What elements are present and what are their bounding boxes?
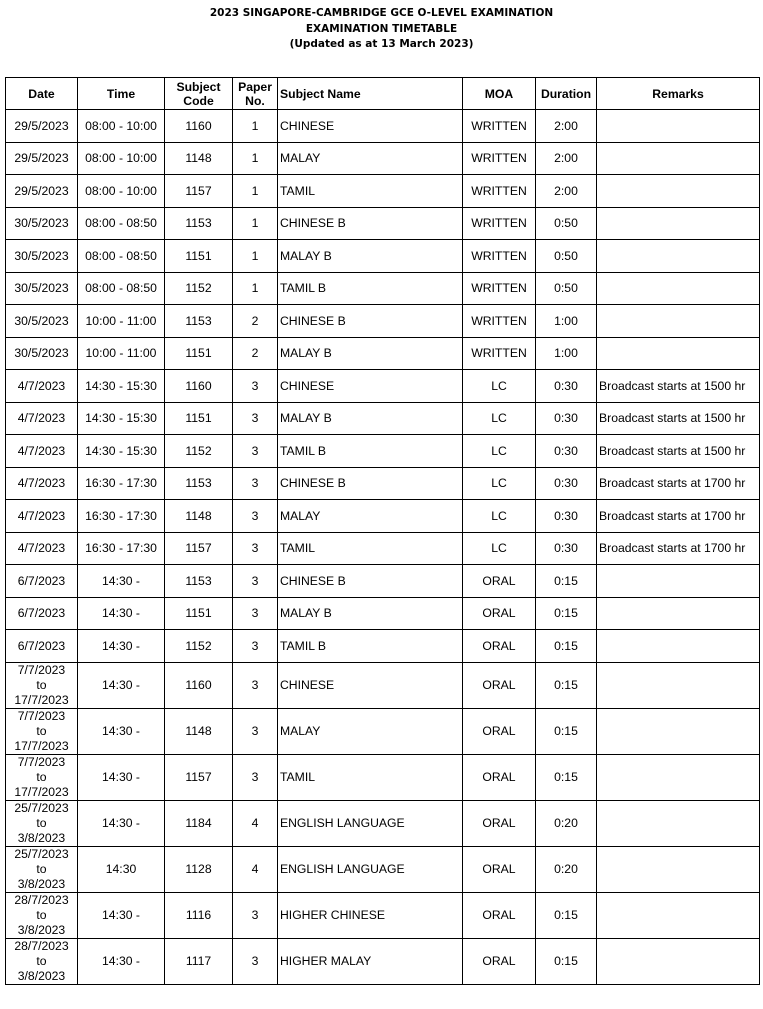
paper-no-line1: Paper — [238, 79, 272, 94]
paper-no-cell: 4 — [233, 846, 278, 892]
date-from: 28/7/2023 — [14, 938, 69, 953]
duration-cell: 0:15 — [536, 754, 597, 800]
date-cell: 4/7/2023 — [6, 467, 78, 500]
subject-name-cell: CHINESE B — [278, 467, 463, 500]
remarks-cell: Broadcast starts at 1700 hr — [597, 467, 760, 500]
subject-code-cell: 1151 — [165, 240, 233, 273]
paper-no-cell: 1 — [233, 175, 278, 208]
moa-cell: ORAL — [463, 800, 536, 846]
subject-name-cell: MALAY B — [278, 597, 463, 630]
moa-cell: LC — [463, 402, 536, 435]
date-to: 17/7/2023 — [14, 692, 69, 707]
date-from: 7/7/2023 — [17, 708, 66, 723]
duration-cell: 2:00 — [536, 175, 597, 208]
table-row — [6, 565, 760, 598]
remarks-cell — [597, 938, 760, 984]
subject-name-cell: TAMIL B — [278, 272, 463, 305]
time-cell: 14:30 - 15:30 — [78, 370, 165, 403]
time-cell: 16:30 - 17:30 — [78, 532, 165, 565]
remarks-cell — [597, 708, 760, 754]
duration-cell: 0:15 — [536, 662, 597, 708]
date-to-word: to — [36, 953, 47, 968]
duration-cell: 0:15 — [536, 938, 597, 984]
table-row — [6, 370, 760, 403]
date-cell: 4/7/2023 — [6, 402, 78, 435]
date-to: 17/7/2023 — [14, 784, 69, 799]
remarks-cell — [597, 272, 760, 305]
paper-no-cell: 2 — [233, 305, 278, 338]
moa-cell: WRITTEN — [463, 175, 536, 208]
table-row — [6, 800, 760, 846]
duration-cell: 0:15 — [536, 630, 597, 663]
date-from: 28/7/2023 — [14, 892, 69, 907]
paper-no-cell: 3 — [233, 435, 278, 468]
paper-no-cell: 3 — [233, 662, 278, 708]
date-to: 17/7/2023 — [14, 738, 69, 753]
paper-no-cell: 3 — [233, 370, 278, 403]
header-row — [6, 78, 760, 110]
duration-cell: 0:30 — [536, 370, 597, 403]
date-cell: 29/5/2023 — [6, 175, 78, 208]
time-cell: 14:30 — [78, 846, 165, 892]
col-paper-no-header — [233, 78, 278, 110]
table-row — [6, 175, 760, 208]
paper-no-cell: 3 — [233, 892, 278, 938]
paper-no-cell: 3 — [233, 630, 278, 663]
remarks-cell — [597, 846, 760, 892]
time-cell: 14:30 - 15:30 — [78, 402, 165, 435]
moa-cell: WRITTEN — [463, 272, 536, 305]
moa-cell: LC — [463, 532, 536, 565]
moa-cell: ORAL — [463, 630, 536, 663]
duration-cell: 0:50 — [536, 240, 597, 273]
remarks-cell — [597, 892, 760, 938]
date-to-word: to — [36, 907, 47, 922]
paper-no-cell: 3 — [233, 938, 278, 984]
moa-cell: WRITTEN — [463, 337, 536, 370]
remarks-cell: Broadcast starts at 1700 hr — [597, 500, 760, 533]
duration-cell: 1:00 — [536, 337, 597, 370]
updated-note: (Updated as at 13 March 2023) — [289, 38, 474, 50]
remarks-cell: Broadcast starts at 1700 hr — [597, 532, 760, 565]
remarks-cell — [597, 800, 760, 846]
moa-cell: ORAL — [463, 846, 536, 892]
timetable-table — [5, 77, 760, 985]
subject-code-cell: 1128 — [165, 846, 233, 892]
paper-no-line2: No. — [245, 93, 265, 108]
subject-name-cell: ENGLISH LANGUAGE — [278, 800, 463, 846]
table-row — [6, 500, 760, 533]
remarks-cell — [597, 597, 760, 630]
subject-name-cell: TAMIL — [278, 754, 463, 800]
date-range-cell — [6, 800, 78, 846]
subject-code-cell: 1153 — [165, 467, 233, 500]
date-to: 3/8/2023 — [17, 876, 66, 891]
duration-cell: 0:30 — [536, 532, 597, 565]
subject-code-cell: 1160 — [165, 662, 233, 708]
moa-cell: ORAL — [463, 938, 536, 984]
date-cell: 30/5/2023 — [6, 207, 78, 240]
table-row — [6, 597, 760, 630]
duration-cell: 0:15 — [536, 708, 597, 754]
subject-code-cell: 1152 — [165, 630, 233, 663]
paper-no-cell: 1 — [233, 207, 278, 240]
subject-code-line1: Subject — [176, 79, 221, 94]
table-row — [6, 110, 760, 143]
date-cell: 30/5/2023 — [6, 337, 78, 370]
date-range-cell — [6, 846, 78, 892]
table-row — [6, 142, 760, 175]
date-range-cell — [6, 662, 78, 708]
subject-code-cell: 1151 — [165, 402, 233, 435]
moa-cell: LC — [463, 467, 536, 500]
table-row — [6, 207, 760, 240]
date-to: 3/8/2023 — [17, 922, 66, 937]
date-to-word: to — [36, 769, 47, 784]
exam-title: 2023 SINGAPORE-CAMBRIDGE GCE O-LEVEL EXAMINATION — [209, 7, 554, 19]
subject-code-line2: Code — [183, 93, 214, 108]
subject-name-cell: TAMIL — [278, 532, 463, 565]
duration-cell: 0:30 — [536, 500, 597, 533]
subject-name-cell: CHINESE — [278, 110, 463, 143]
table-row — [6, 662, 760, 708]
subject-code-cell: 1116 — [165, 892, 233, 938]
subject-code-cell: 1152 — [165, 435, 233, 468]
time-cell: 14:30 - — [78, 754, 165, 800]
subject-code-cell: 1148 — [165, 708, 233, 754]
remarks-cell — [597, 754, 760, 800]
date-cell: 30/5/2023 — [6, 305, 78, 338]
date-range-cell — [6, 708, 78, 754]
paper-no-cell: 2 — [233, 337, 278, 370]
subject-code-cell: 1157 — [165, 175, 233, 208]
date-from: 25/7/2023 — [14, 800, 69, 815]
time-cell: 14:30 - — [78, 892, 165, 938]
time-cell: 10:00 - 11:00 — [78, 337, 165, 370]
subject-code-cell: 1184 — [165, 800, 233, 846]
date-from: 25/7/2023 — [14, 846, 69, 861]
subject-name-cell: MALAY — [278, 708, 463, 754]
moa-cell: ORAL — [463, 892, 536, 938]
date-to-word: to — [36, 723, 47, 738]
subject-name-cell: CHINESE B — [278, 305, 463, 338]
date-cell: 6/7/2023 — [6, 630, 78, 663]
col-duration-header: Duration — [536, 78, 597, 110]
date-from: 7/7/2023 — [17, 662, 66, 677]
duration-cell: 0:20 — [536, 846, 597, 892]
paper-no-cell: 3 — [233, 565, 278, 598]
subject-code-cell: 1148 — [165, 142, 233, 175]
col-date-header: Date — [6, 78, 78, 110]
remarks-cell: Broadcast starts at 1500 hr — [597, 435, 760, 468]
date-to-word: to — [36, 861, 47, 876]
subject-code-cell: 1153 — [165, 207, 233, 240]
table-row — [6, 272, 760, 305]
time-cell: 14:30 - — [78, 708, 165, 754]
moa-cell: WRITTEN — [463, 142, 536, 175]
remarks-cell — [597, 142, 760, 175]
duration-cell: 0:30 — [536, 402, 597, 435]
paper-no-cell: 1 — [233, 272, 278, 305]
col-subject-code-header — [165, 78, 233, 110]
remarks-cell — [597, 110, 760, 143]
remarks-cell — [597, 630, 760, 663]
moa-cell: WRITTEN — [463, 207, 536, 240]
moa-cell: WRITTEN — [463, 305, 536, 338]
moa-cell: ORAL — [463, 597, 536, 630]
date-cell: 30/5/2023 — [6, 240, 78, 273]
col-time-header: Time — [78, 78, 165, 110]
subject-name-cell: ENGLISH LANGUAGE — [278, 846, 463, 892]
date-to: 3/8/2023 — [17, 968, 66, 983]
time-cell: 14:30 - — [78, 630, 165, 663]
subject-name-cell: TAMIL B — [278, 630, 463, 663]
paper-no-cell: 4 — [233, 800, 278, 846]
paper-no-cell: 3 — [233, 532, 278, 565]
table-row — [6, 402, 760, 435]
time-cell: 10:00 - 11:00 — [78, 305, 165, 338]
col-moa-header: MOA — [463, 78, 536, 110]
paper-no-cell: 3 — [233, 597, 278, 630]
subject-name-cell: TAMIL B — [278, 435, 463, 468]
date-cell: 29/5/2023 — [6, 110, 78, 143]
date-cell: 30/5/2023 — [6, 272, 78, 305]
duration-cell: 0:50 — [536, 272, 597, 305]
subject-code-cell: 1153 — [165, 305, 233, 338]
timetable-title: EXAMINATION TIMETABLE — [305, 22, 458, 35]
moa-cell: ORAL — [463, 565, 536, 598]
table-row — [6, 938, 760, 984]
subject-code-cell: 1160 — [165, 110, 233, 143]
time-cell: 14:30 - — [78, 800, 165, 846]
time-cell: 14:30 - — [78, 938, 165, 984]
remarks-cell: Broadcast starts at 1500 hr — [597, 370, 760, 403]
subject-name-cell: CHINESE B — [278, 207, 463, 240]
date-to-word: to — [36, 677, 47, 692]
date-range-cell — [6, 938, 78, 984]
table-row — [6, 754, 760, 800]
paper-no-cell: 3 — [233, 708, 278, 754]
paper-no-cell: 3 — [233, 402, 278, 435]
date-cell: 4/7/2023 — [6, 500, 78, 533]
subject-name-cell: MALAY — [278, 142, 463, 175]
moa-cell: LC — [463, 370, 536, 403]
subject-code-cell: 1153 — [165, 565, 233, 598]
time-cell: 14:30 - — [78, 662, 165, 708]
moa-cell: LC — [463, 500, 536, 533]
duration-cell: 0:15 — [536, 565, 597, 598]
subject-name-cell: HIGHER CHINESE — [278, 892, 463, 938]
date-cell: 4/7/2023 — [6, 435, 78, 468]
remarks-cell: Broadcast starts at 1500 hr — [597, 402, 760, 435]
date-range-cell — [6, 754, 78, 800]
date-cell: 4/7/2023 — [6, 370, 78, 403]
subject-code-cell: 1117 — [165, 938, 233, 984]
moa-cell: WRITTEN — [463, 240, 536, 273]
col-subject-name-header: Subject Name — [278, 78, 463, 110]
subject-name-cell: CHINESE — [278, 370, 463, 403]
subject-name-cell: MALAY — [278, 500, 463, 533]
subject-code-cell: 1148 — [165, 500, 233, 533]
subject-name-cell: CHINESE — [278, 662, 463, 708]
subject-code-cell: 1160 — [165, 370, 233, 403]
paper-no-cell: 3 — [233, 754, 278, 800]
remarks-cell — [597, 207, 760, 240]
time-cell: 14:30 - — [78, 597, 165, 630]
time-cell: 14:30 - 15:30 — [78, 435, 165, 468]
subject-code-cell: 1157 — [165, 532, 233, 565]
time-cell: 08:00 - 10:00 — [78, 110, 165, 143]
time-cell: 16:30 - 17:30 — [78, 467, 165, 500]
paper-no-cell: 1 — [233, 142, 278, 175]
time-cell: 08:00 - 08:50 — [78, 207, 165, 240]
time-cell: 08:00 - 08:50 — [78, 240, 165, 273]
paper-no-cell: 1 — [233, 110, 278, 143]
table-row — [6, 708, 760, 754]
table-row — [6, 435, 760, 468]
paper-no-cell: 3 — [233, 500, 278, 533]
document-header — [0, 6, 763, 53]
table-row — [6, 240, 760, 273]
duration-cell: 2:00 — [536, 142, 597, 175]
date-cell: 29/5/2023 — [6, 142, 78, 175]
moa-cell: ORAL — [463, 662, 536, 708]
subject-name-cell: TAMIL — [278, 175, 463, 208]
date-cell: 6/7/2023 — [6, 597, 78, 630]
subject-code-cell: 1157 — [165, 754, 233, 800]
subject-name-cell: MALAY B — [278, 402, 463, 435]
remarks-cell — [597, 240, 760, 273]
subject-code-cell: 1151 — [165, 337, 233, 370]
duration-cell: 2:00 — [536, 110, 597, 143]
table-row — [6, 337, 760, 370]
date-from: 7/7/2023 — [17, 754, 66, 769]
remarks-cell — [597, 175, 760, 208]
date-cell: 6/7/2023 — [6, 565, 78, 598]
time-cell: 16:30 - 17:30 — [78, 500, 165, 533]
table-row — [6, 305, 760, 338]
subject-name-cell: MALAY B — [278, 240, 463, 273]
moa-cell: WRITTEN — [463, 110, 536, 143]
moa-cell: ORAL — [463, 754, 536, 800]
paper-no-cell: 3 — [233, 467, 278, 500]
time-cell: 08:00 - 10:00 — [78, 175, 165, 208]
moa-cell: LC — [463, 435, 536, 468]
col-remarks-header: Remarks — [597, 78, 760, 110]
duration-cell: 0:15 — [536, 597, 597, 630]
duration-cell: 0:20 — [536, 800, 597, 846]
table-row — [6, 846, 760, 892]
date-to: 3/8/2023 — [17, 830, 66, 845]
remarks-cell — [597, 565, 760, 598]
date-cell: 4/7/2023 — [6, 532, 78, 565]
time-cell: 08:00 - 10:00 — [78, 142, 165, 175]
subject-name-cell: CHINESE B — [278, 565, 463, 598]
duration-cell: 1:00 — [536, 305, 597, 338]
duration-cell: 0:30 — [536, 435, 597, 468]
table-row — [6, 892, 760, 938]
table-row — [6, 467, 760, 500]
date-range-cell — [6, 892, 78, 938]
subject-name-cell: HIGHER MALAY — [278, 938, 463, 984]
subject-code-cell: 1152 — [165, 272, 233, 305]
date-to-word: to — [36, 815, 47, 830]
paper-no-cell: 1 — [233, 240, 278, 273]
table-row — [6, 630, 760, 663]
duration-cell: 0:30 — [536, 467, 597, 500]
remarks-cell — [597, 662, 760, 708]
moa-cell: ORAL — [463, 708, 536, 754]
remarks-cell — [597, 305, 760, 338]
duration-cell: 0:50 — [536, 207, 597, 240]
subject-name-cell: MALAY B — [278, 337, 463, 370]
remarks-cell — [597, 337, 760, 370]
time-cell: 14:30 - — [78, 565, 165, 598]
duration-cell: 0:15 — [536, 892, 597, 938]
table-row — [6, 532, 760, 565]
time-cell: 08:00 - 08:50 — [78, 272, 165, 305]
subject-code-cell: 1151 — [165, 597, 233, 630]
